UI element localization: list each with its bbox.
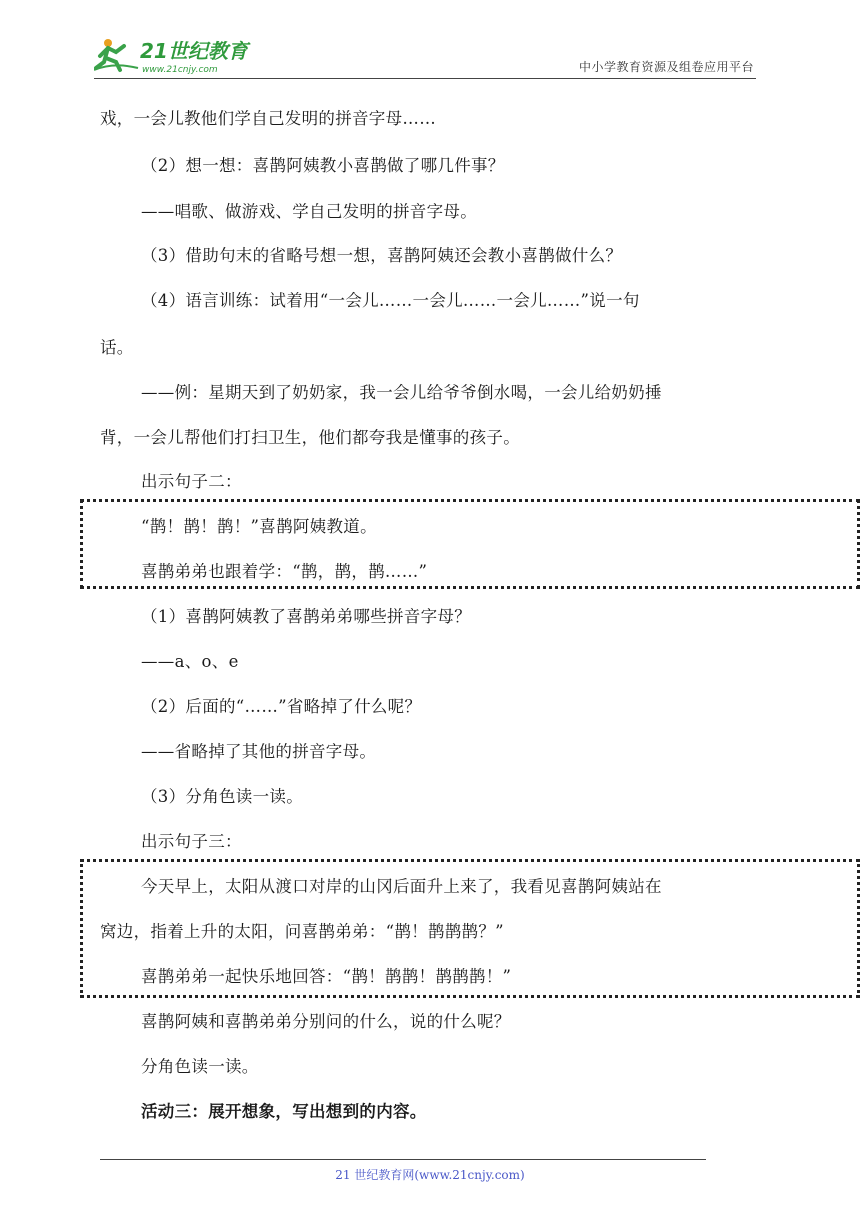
svg-text:www.21cnjy.com: www.21cnjy.com [142,65,218,75]
text-line: 话。 [100,338,134,357]
text-line: ——例：星期天到了奶奶家，我一会儿给爷爷倒水喝，一会儿给奶奶捶 [141,383,662,402]
text-line: 出示句子二： [141,472,242,491]
page-footer: 21 世纪教育网(www.21cnjy.com) [335,1168,525,1182]
activity-heading: 活动三：展开想象，写出想到的内容。 [141,1102,427,1121]
quote-line: 喜鹊弟弟也跟着学：“鹊，鹊，鹊……” [141,562,428,581]
text-line: ——省略掉了其他的拼音字母。 [141,742,377,761]
svg-text:21世纪教育: 21世纪教育 [140,39,248,63]
page-header [94,30,756,79]
text-line: 出示句子三： [141,832,242,851]
text-line: ——唱歌、做游戏、学自己发明的拼音字母。 [141,202,477,221]
text-line: （4）语言训练：试着用“一会儿……一会儿……一会儿……”说一句 [141,291,640,310]
text-line: 背，一会儿帮他们打扫卫生，他们都夸我是懂事的孩子。 [100,428,520,447]
header-tagline: 中小学教育资源及组卷应用平台 [578,60,754,74]
site-logo [94,34,264,76]
text-line: （2）想一想：喜鹊阿姨教小喜鹊做了哪几件事？ [141,156,505,175]
text-line: 分角色读一读。 [141,1057,259,1076]
text-line: ——a、o、e [141,652,239,671]
quote-line: 今天早上，太阳从渡口对岸的山冈后面升上来了，我看见喜鹊阿姨站在 [141,877,662,896]
quote-line: “鹊！鹊！鹊！”喜鹊阿姨教道。 [141,517,377,536]
footer-divider [100,1159,706,1160]
text-line: 喜鹊阿姨和喜鹊弟弟分别问的什么，说的什么呢？ [141,1012,511,1031]
text-line: （1）喜鹊阿姨教了喜鹊弟弟哪些拼音字母？ [141,607,471,626]
text-line: （3）借助句末的省略号想一想，喜鹊阿姨还会教小喜鹊做什么？ [141,246,623,265]
text-line: （3）分角色读一读。 [141,787,303,806]
quote-line: 窝边，指着上升的太阳，问喜鹊弟弟：“鹊！鹊鹊鹊？” [100,922,504,941]
text-line: （2）后面的“……”省略掉了什么呢？ [141,697,422,716]
logo-graphic [94,34,264,76]
text-line: 戏，一会儿教他们学自己发明的拼音字母…… [100,109,436,128]
quote-line: 喜鹊弟弟一起快乐地回答：“鹊！鹊鹊！鹊鹊鹊！” [141,967,512,986]
